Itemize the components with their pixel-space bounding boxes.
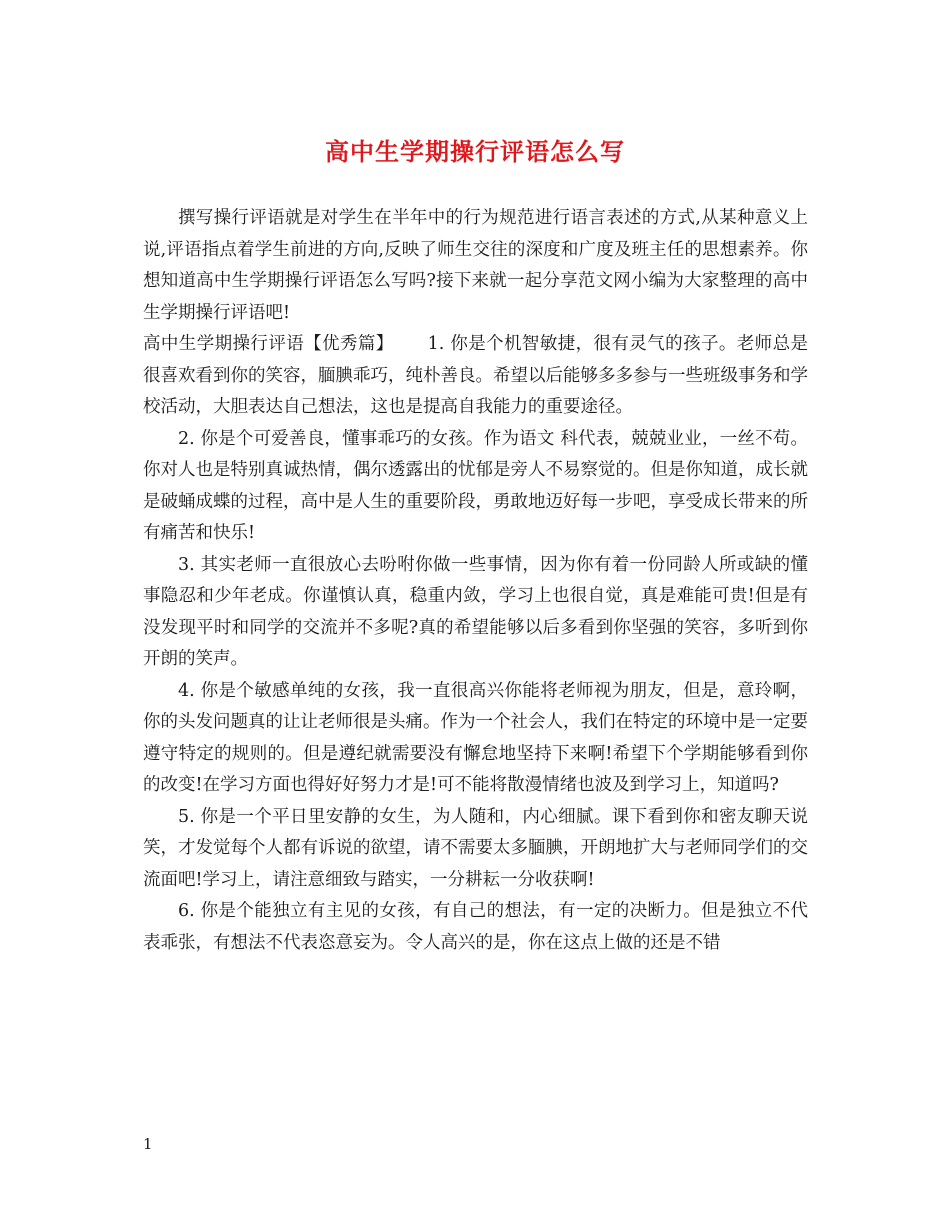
comment-item-6: 6. 你是个能独立有主见的女孩，有自己的想法，有一定的决断力。但是独立不代表乖张，有想法不代表恣意妄为。令人高兴的是，你在这点上做的还是不错	[143, 901, 808, 953]
section-paragraph	[143, 329, 808, 424]
page-number: 1	[143, 1135, 153, 1153]
document-body	[143, 203, 808, 959]
comment-item-3: 3. 其实老师一直很放心去吩咐你做一些事情，因为你有着一份同龄人所或缺的懂事隐忍和少年老成。你谨慎认真，稳重内敛，学习上也很自觉，真是难能可贵!但是有没发现平时和同学的交流并不多呢?真的希望能够以后多看到你坚强的笑容，多听到你开朗的笑声。	[143, 554, 808, 669]
comment-item-4: 4. 你是个敏感单纯的女孩，我一直很高兴你能将老师视为朋友，但是，意玲啊，你的头发问题真的让让老师很是头痛。作为一个社会人，我们在特定的环境中是一定要遵守特定的规则的。但是遵纪就需要没有懈怠地坚持下来啊!希望下个学期能够看到你的改变!在学习方面也得好好努力才是!可不能将散漫情绪也波及到学习上，知道吗?	[143, 680, 808, 795]
comment-item-1: 1. 你是个机智敏捷，很有灵气的孩子。老师总是很喜欢看到你的笑容，腼腆乖巧，纯朴善良。希望以后能够多多参与一些班级事务和学校活动，大胆表达自己想法，这也是提高自我能力的重要途径。	[143, 334, 808, 417]
document-title: 高中生学期操行评语怎么写	[325, 137, 625, 166]
comment-item-2: 2. 你是个可爱善良，懂事乖巧的女孩。作为语文 科代表，兢兢业业，一丝不苟。你对人也是特别真诚热情，偶尔透露出的忧郁是旁人不易察觉的。但是你知道，成长就是破蛹成蝶的过程，高中是人生的重要阶段，勇敢地迈好每一步吧，享受成长带来的所有痛苦和快乐!	[143, 428, 808, 543]
intro-paragraph: 撰写操行评语就是对学生在半年中的行为规范进行语言表述的方式,从某种意义上说,评语指点着学生前进的方向,反映了师生交往的深度和广度及班主任的思想素养。你想知道高中生学期操行评语怎么写吗?接下来就一起分享范文网小编为大家整理的高中生学期操行评语吧!	[143, 208, 808, 323]
comment-item-5: 5. 你是一个平日里安静的女生，为人随和，内心细腻。课下看到你和密友聊天说笑，才发觉每个人都有诉说的欲望，请不需要太多腼腆，开朗地扩大与老师同学们的交流面吧!学习上，请注意细致与踏实，一分耕耘一分收获啊!	[143, 806, 808, 890]
section-heading: 高中生学期操行评语【优秀篇】	[143, 334, 394, 354]
